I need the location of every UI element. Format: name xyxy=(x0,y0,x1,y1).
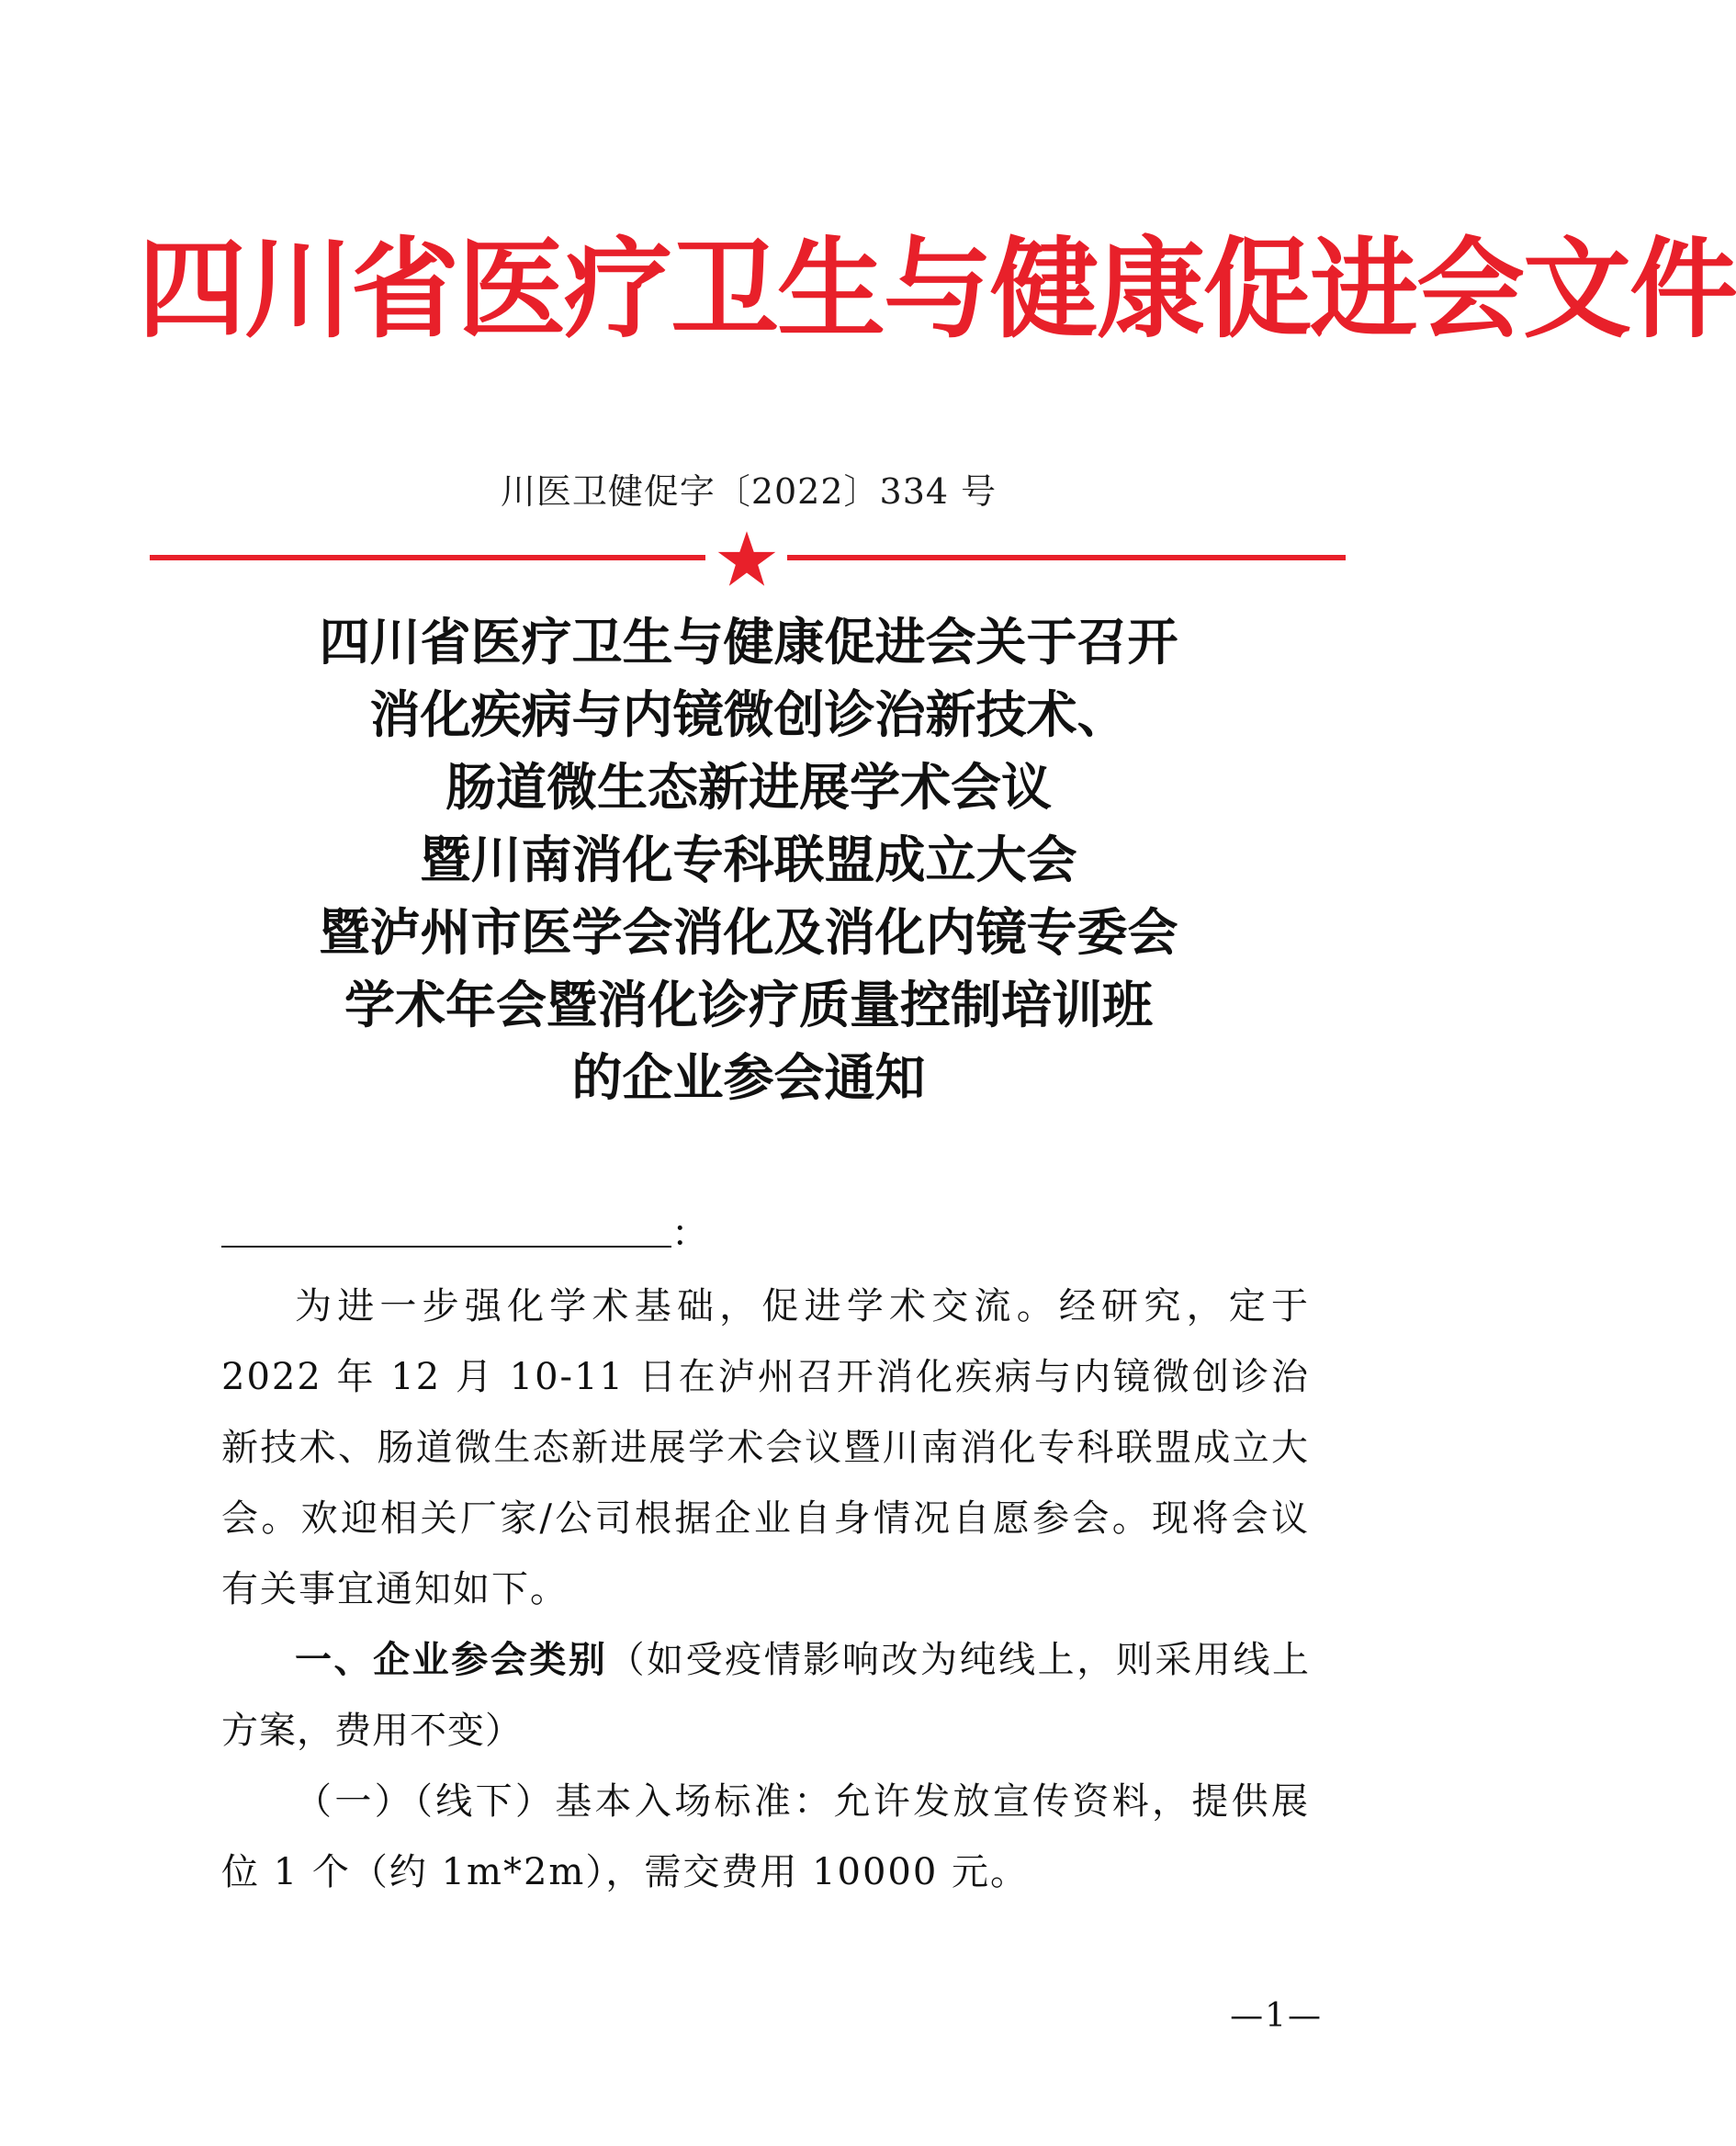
addressee-line xyxy=(221,1211,708,1257)
body-text xyxy=(221,1271,1310,1908)
letterhead-title: 四川省医疗卫生与健康促进会文件 xyxy=(138,225,1736,353)
notice-title-line: 学术年会暨消化诊疗质量控制培训班 xyxy=(344,976,1153,1034)
addressee-blank xyxy=(221,1246,671,1248)
notice-title-line: 四川省医疗卫生与健康促进会关于召开 xyxy=(319,613,1178,672)
divider-right xyxy=(787,555,1346,560)
section-heading-lead: 一、企业参会类别 xyxy=(295,1639,608,1681)
notice-title-line: 暨川南消化专科联盟成立大会 xyxy=(420,830,1077,889)
notice-title-line: 肠道微生态新进展学术会议 xyxy=(445,758,1052,817)
document-number: 川医卫健促字〔2022〕334 号 xyxy=(500,471,998,512)
notice-title xyxy=(184,606,1313,1114)
section-heading xyxy=(221,1625,1310,1767)
page-number: —1— xyxy=(1230,1997,1323,2035)
section-heading-note: （如受疫情影响改为纯线上，则采用线上方案，费用不变） xyxy=(221,1639,1311,1752)
addressee-colon: ： xyxy=(671,1213,708,1255)
intro-paragraph: 为进一步强化学术基础，促进学术交流。经研究，定于2022 年 12 月 10-11 日在泸州召开消化疾病与内镜微创诊治新技术、肠道微生态新进展学术会议暨川南消化专科联盟成立大会。欢迎相关厂家/公司根据企业自身情况自愿参会。现将会议有关事宜通知如下。 xyxy=(221,1285,1310,1610)
star-icon xyxy=(715,530,779,587)
notice-title-line: 消化疾病与内镜微创诊治新技术、 xyxy=(369,685,1128,744)
divider-left xyxy=(150,555,705,560)
notice-title-line: 暨泸州市医学会消化及消化内镜专委会 xyxy=(319,903,1178,962)
notice-title-line: 的企业参会通知 xyxy=(571,1048,926,1107)
item-paragraph: （一）（线下）基本入场标准：允许发放宣传资料，提供展位 1 个（约 1m*2m），需交费用 10000 元。 xyxy=(221,1780,1310,1893)
